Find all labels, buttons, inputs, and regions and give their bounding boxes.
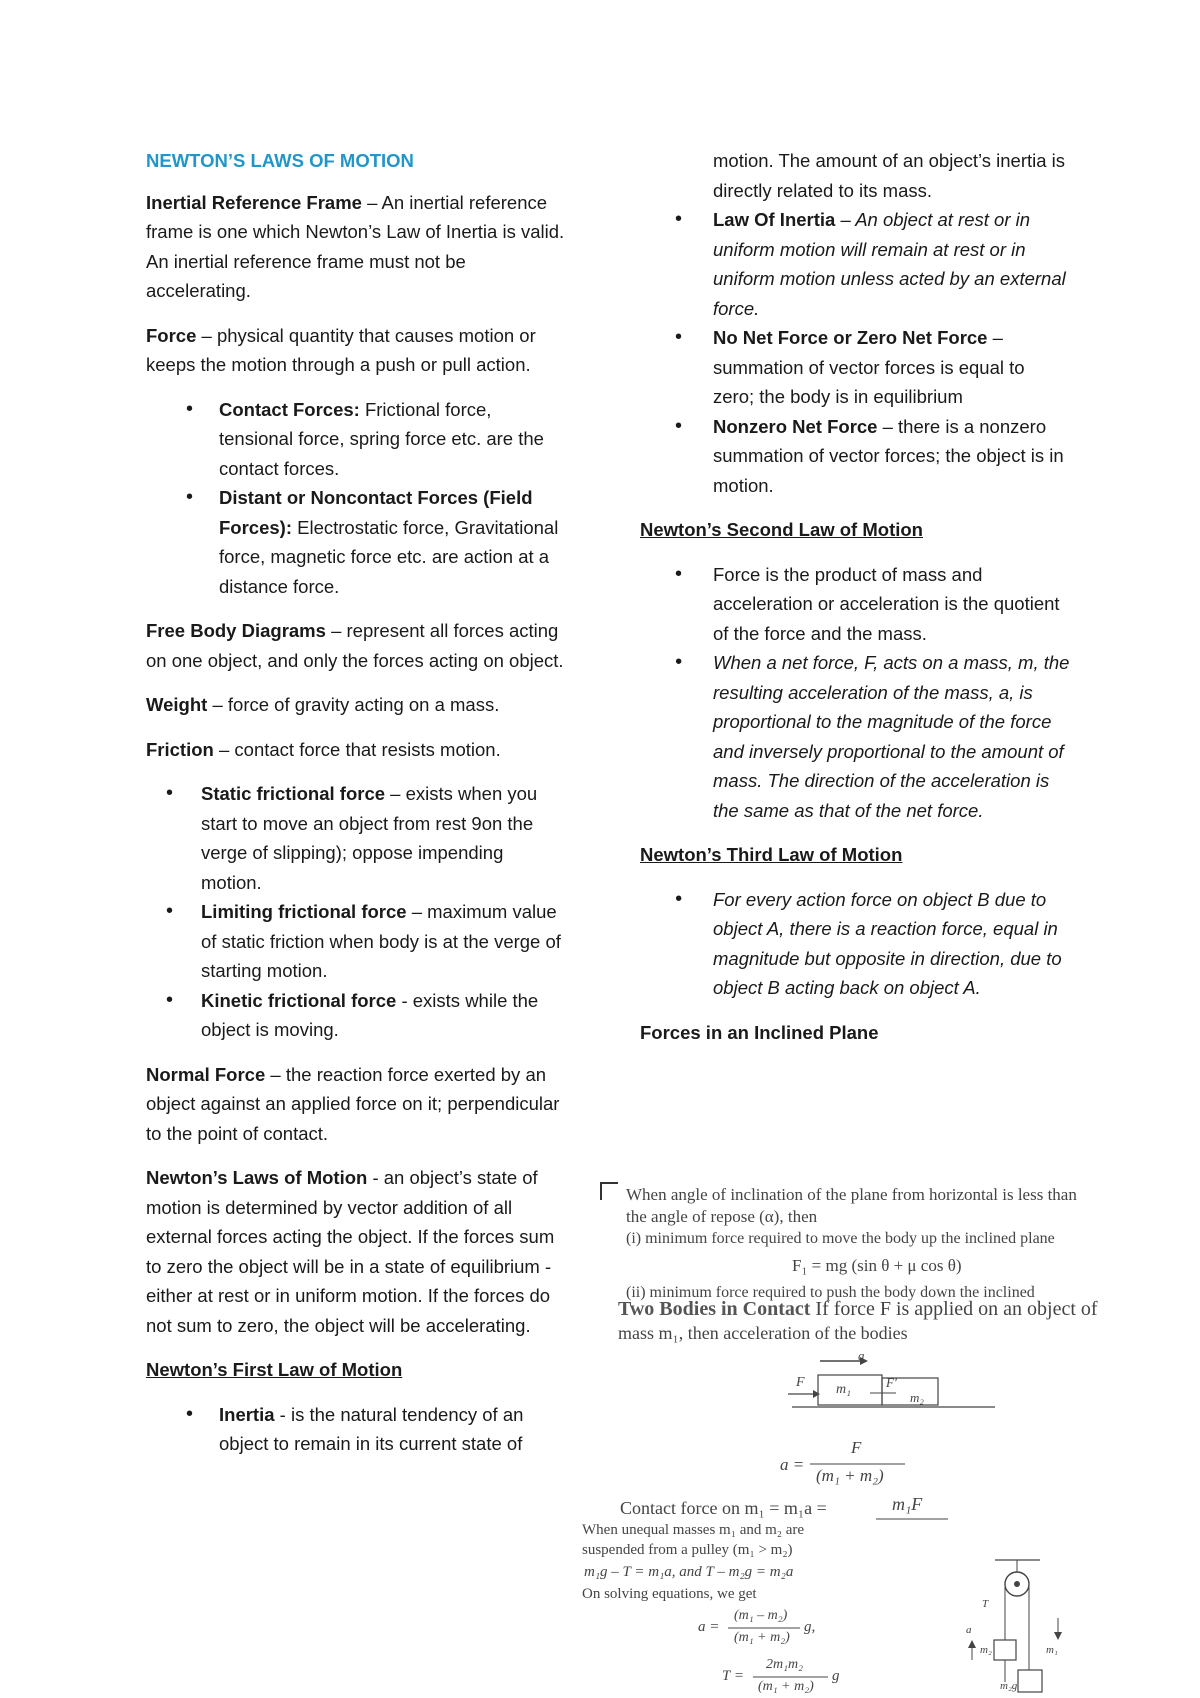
- pulley-axle: [1014, 1581, 1020, 1587]
- figure-text: When unequal masses m₁ and m₂ are: [582, 1522, 805, 1538]
- pulley-a-den: (m₁ + m₂): [734, 1630, 790, 1645]
- third-law-list: [640, 885, 1070, 1003]
- figure-text: (ii) minimum force required to push the body down the inclined: [626, 1284, 1035, 1301]
- physics-figure: [570, 1170, 1200, 1698]
- first-law-heading: Newton’s First Law of Motion: [146, 1359, 403, 1380]
- pulley-a-num: (m₁ – m₂): [734, 1608, 788, 1623]
- list-item: • Nonzero Net Force – there is a nonzero summation of vector forces; the object is in motion.: [640, 412, 1070, 501]
- figure-text: On solving equations, we get: [582, 1586, 757, 1602]
- contact-force-num: m₁F: [892, 1494, 923, 1514]
- figure-equation: m₁g – T = m₁a, and T – m₂g = m₂a: [584, 1564, 794, 1580]
- pulley-a-lhs: a =: [698, 1619, 720, 1635]
- accel-eq-lhs: a =: [780, 1455, 805, 1474]
- list-item: • Distant or Noncontact Forces (Field Forces): Electrostatic force, Gravitational force, magnetic force etc. are action at a distance force.: [146, 483, 566, 601]
- list-item: • Limiting frictional force – maximum value of static friction when body is at the verge of starting motion.: [146, 897, 566, 986]
- pulley-label-a: a: [966, 1624, 972, 1636]
- weight-paragraph: Weight – force of gravity acting on a mass.: [146, 694, 500, 715]
- list-item: • No Net Force or Zero Net Force – summation of vector forces is equal to zero; the body is in equilibrium: [640, 323, 1070, 412]
- arrow-head: [968, 1640, 976, 1648]
- figure-text: suspended from a pulley (m₁ > m₂): [582, 1542, 793, 1558]
- friction-types-list: [146, 779, 566, 1045]
- pulley-a-g: g,: [804, 1619, 816, 1635]
- accel-eq-num: F: [851, 1438, 862, 1457]
- definition: – physical quantity that causes motion or keeps the motion through a push or pull action.: [146, 324, 536, 375]
- label-F-prime: F′: [886, 1375, 897, 1390]
- label-m1: m₁: [836, 1382, 851, 1397]
- list-item: • Law Of Inertia – An object at rest or in uniform motion will remain at rest or in uniform motion unless acted by an external force.: [640, 205, 1070, 323]
- pulley-label-T: T: [982, 1598, 989, 1610]
- pulley-label-m2g: m₂g: [1000, 1680, 1018, 1692]
- inertial-frame-paragraph: [146, 188, 566, 306]
- force-paragraph: [146, 321, 566, 380]
- list-item: • Inertia - is the natural tendency of an object to remain in its current state of: [146, 1400, 566, 1459]
- figure-text: (i) minimum force required to move the body up the inclined plane: [626, 1230, 1055, 1247]
- inclined-plane-heading: Forces in an Inclined Plane: [640, 1021, 879, 1043]
- right-column: [640, 146, 1070, 1047]
- pulley-T-den: (m₁ + m₂): [758, 1679, 814, 1694]
- friction-paragraph: Friction – contact force that resists motion.: [146, 738, 501, 760]
- figure-text: the angle of repose (α), then: [626, 1207, 818, 1226]
- pulley-T-lhs: T =: [722, 1668, 744, 1684]
- document-title: NEWTON’S LAWS OF MOTION: [146, 150, 414, 171]
- contact-force-eq: Contact force on m₁ = m₁a =: [620, 1498, 827, 1518]
- inertia-list: [146, 1400, 566, 1459]
- laws-paragraph: Newton’s Laws of Motion - an object’s state of motion is determined by vector addition of all external forces acting the object. If the forces sum to zero the object will be in a state of equilibrium - either at rest or in uniform motion. If the forces do not sum to zero, the object will be accelerating.: [146, 1167, 555, 1336]
- list-item: • When a net force, F, acts on a mass, m, the resulting acceleration of the mass, a, is proportional to the magnitude of the force and inversely proportional to the amount of mass. The direction of the acceleration is the same as that of the net force.: [640, 648, 1070, 825]
- list-item: • Static frictional force – exists when you start to move an object from rest 9on the verge of slipping); oppose impending motion.: [146, 779, 566, 897]
- term: Inertial Reference Frame: [146, 191, 362, 213]
- list-item: • Kinetic frictional force - exists while the object is moving.: [146, 986, 566, 1045]
- label-F: F: [796, 1375, 805, 1390]
- inertia-continued: motion. The amount of an object’s inertia is directly related to its mass.: [713, 150, 1066, 201]
- figure-text: Two Bodies in Contact If force F is applied on an object of: [618, 1298, 1098, 1320]
- pulley-T-num: 2m₁m₂: [766, 1657, 803, 1672]
- fbd-paragraph: Free Body Diagrams – represent all forces acting on one object, and only the forces acting on object.: [146, 620, 564, 671]
- left-column: [146, 146, 566, 1459]
- pulley-label-m2: m₂: [980, 1644, 992, 1656]
- label-m2: m₂: [910, 1390, 924, 1405]
- term: Force: [146, 324, 197, 346]
- figure-text: mass m₁, then acceleration of the bodies: [618, 1323, 908, 1343]
- force-types-list: [146, 395, 566, 602]
- second-law-list: [640, 560, 1070, 826]
- pulley-label-m1: m₁: [1046, 1644, 1058, 1656]
- label-a: a: [858, 1348, 865, 1363]
- list-item: • Force is the product of mass and acceleration or acceleration is the quotient of the force and the mass.: [640, 560, 1070, 649]
- second-law-heading: Newton’s Second Law of Motion: [640, 519, 923, 540]
- figure-equation: F₁ = mg (sin θ + μ cos θ): [792, 1256, 962, 1275]
- pulley-T-g: g: [832, 1668, 840, 1684]
- figure-diagrams: [570, 1170, 1200, 1698]
- list-item: • For every action force on object B due to object A, there is a reaction force, equal in magnitude but opposite in direction, due to object B acting back on object A.: [640, 885, 1070, 1003]
- arrow-head: [1054, 1632, 1062, 1640]
- figure-text: When angle of inclination of the plane from horizontal is less than: [626, 1185, 1077, 1204]
- arrow-head: [813, 1390, 820, 1398]
- normal-force-paragraph: Normal Force – the reaction force exerted by an object against an applied force on it; perpendicular to the point of contact.: [146, 1063, 560, 1144]
- mass-m1-box: [1018, 1670, 1042, 1692]
- list-item: • Contact Forces: Frictional force, tensional force, spring force etc. are the contact forces.: [146, 395, 566, 484]
- definition: – An inertial reference frame is one which Newton’s Law of Inertia is valid. An inertial reference frame must not be accelerating.: [146, 191, 565, 301]
- third-law-heading: Newton’s Third Law of Motion: [640, 844, 903, 865]
- mass-m2-box: [994, 1640, 1016, 1660]
- accel-eq-den: (m₁ + m₂): [816, 1466, 884, 1485]
- first-law-list: [640, 205, 1070, 500]
